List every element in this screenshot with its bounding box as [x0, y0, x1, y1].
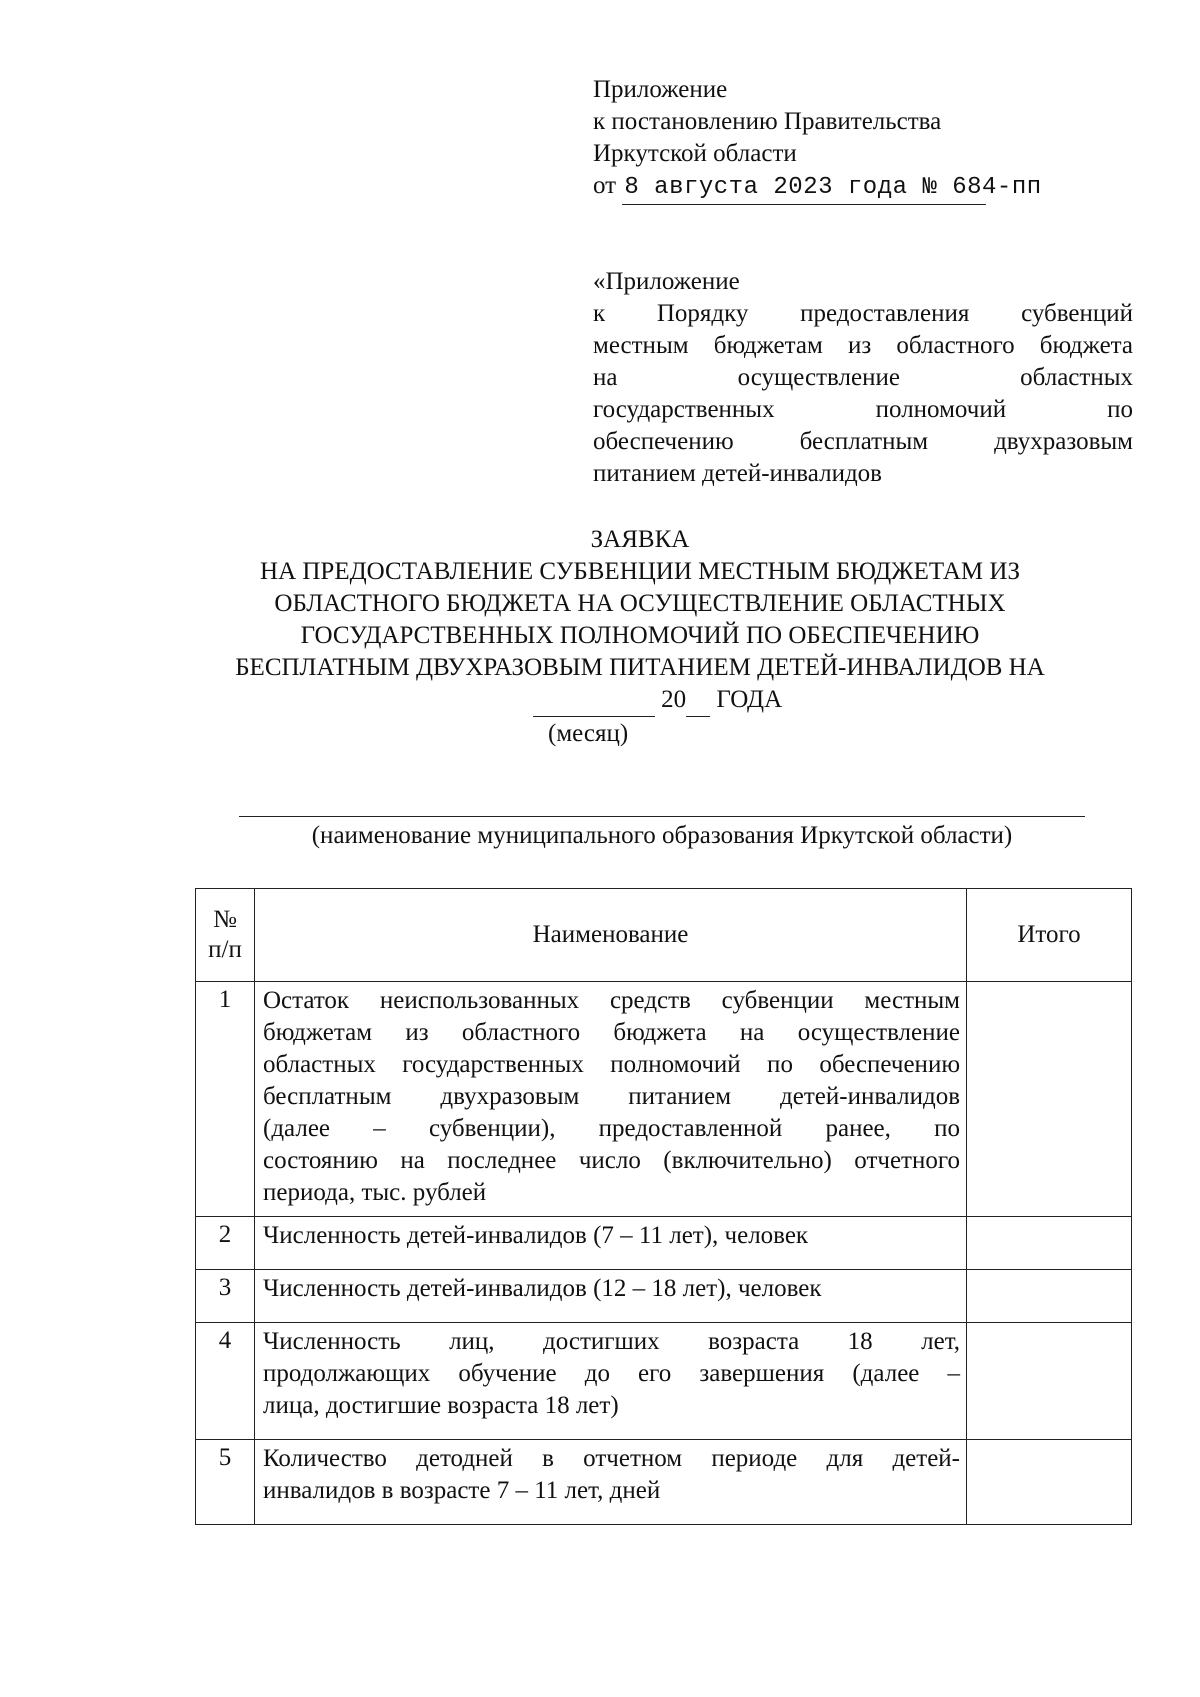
municipality-caption: (наименование муниципального образования Иркутской области): [311, 822, 1013, 849]
table-row: [196, 1440, 1132, 1525]
header-block: [593, 74, 1042, 205]
row-name-line: (далее – субвенции), предоставленной ранее, по: [263, 1115, 960, 1142]
title-line-2: НА ПРЕДОСТАВЛЕНИЕ СУБВЕНЦИИ МЕСТНЫМ БЮДЖЕТАМ ИЗ: [260, 558, 1020, 585]
year-blank: [686, 684, 710, 717]
table-row: [196, 1270, 1132, 1323]
title-line-1: ЗАЯВКА: [590, 526, 690, 553]
appendix-line-6: обеспечению бесплатным двухразовым: [593, 428, 1133, 455]
row-num: 3: [196, 1270, 255, 1323]
row-total: [967, 1440, 1132, 1525]
table-row: [196, 1323, 1132, 1440]
row-num: 4: [196, 1323, 255, 1440]
row-num: 2: [196, 1217, 255, 1270]
period-suffix: ГОДА: [716, 686, 783, 713]
row-total: [967, 1217, 1132, 1270]
row-total: [967, 1270, 1132, 1323]
row-name-line: Остаток неиспользованных средств субвенции местным: [263, 987, 960, 1014]
header-num: № п/п: [196, 889, 255, 982]
row-name: [255, 1217, 967, 1270]
row-name-line: Численность детей-инвалидов (7 – 11 лет), человек: [263, 1222, 809, 1249]
row-name-line: бесплатным двухразовым питанием детей-инвалидов: [263, 1083, 960, 1110]
month-blank: [533, 684, 655, 717]
row-name-line: Численность детей-инвалидов (12 – 18 лет), человек: [263, 1275, 822, 1302]
title-line-3: ОБЛАСТНОГО БЮДЖЕТА НА ОСУЩЕСТВЛЕНИЕ ОБЛАСТНЫХ: [274, 590, 1006, 617]
row-name-line: инвалидов в возрасте 7 – 11 лет, дней: [263, 1477, 661, 1504]
row-name-line: продолжающих обучение до его завершения (далее –: [263, 1360, 960, 1387]
appendix-line-7: питанием детей-инвалидов: [593, 460, 882, 487]
appendix-line-4: на осуществление областных: [593, 364, 1133, 391]
header-line-3: Иркутской области: [593, 140, 797, 167]
row-total: [967, 982, 1132, 1217]
title-period-line: [185, 684, 1130, 717]
header-date-line: [593, 170, 1042, 205]
row-name-line: бюджетам из областного бюджета на осуществление: [263, 1019, 960, 1046]
row-name: [255, 1323, 967, 1440]
row-num: 5: [196, 1440, 255, 1525]
row-name-line: лица, достигшие возраста 18 лет): [263, 1392, 619, 1419]
header-line-2: к постановлению Правительства: [593, 108, 942, 135]
row-name-line: областных государственных полномочий по обеспечению: [263, 1051, 960, 1078]
date-prefix: от: [593, 172, 617, 199]
resolution-date-number: 8 августа 2023 года № 684-пп: [622, 172, 986, 205]
row-name-line: состоянию на последнее число (включительно) отчетного: [263, 1147, 960, 1174]
appendix-block: [593, 266, 1133, 490]
title-line-5: БЕСПЛАТНЫМ ДВУХРАЗОВЫМ ПИТАНИЕМ ДЕТЕЙ-ИНВАЛИДОВ НА: [235, 654, 1045, 681]
row-name-line: Количество детодней в отчетном периоде для детей-: [263, 1445, 960, 1472]
header-total: Итого: [967, 889, 1132, 982]
appendix-line-3: местным бюджетам из областного бюджета: [593, 332, 1133, 359]
row-name: [255, 1440, 967, 1525]
row-name: [255, 982, 967, 1217]
title-line-4: ГОСУДАРСТВЕННЫХ ПОЛНОМОЧИЙ ПО ОБЕСПЕЧЕНИЮ: [300, 622, 980, 649]
appendix-line-2: к Порядку предоставления субвенций: [593, 300, 1133, 327]
month-caption: (месяц): [548, 720, 629, 747]
row-name-line: Численность лиц, достигших возраста 18 лет,: [263, 1328, 960, 1355]
row-name-line: периода, тыс. рублей: [263, 1179, 487, 1206]
appendix-line-5: государственных полномочий по: [593, 396, 1133, 423]
document-title: [150, 524, 1130, 717]
row-num: 1: [196, 982, 255, 1217]
row-total: [967, 1323, 1132, 1440]
table-row: [196, 982, 1132, 1217]
year-prefix: 20: [661, 686, 687, 713]
municipality-name-line: [239, 816, 1085, 817]
request-table: [195, 888, 1132, 1525]
row-name: [255, 1270, 967, 1323]
table-header-row: [196, 889, 1132, 982]
header-line-1: Приложение: [593, 76, 728, 103]
header-name: Наименование: [255, 889, 967, 982]
appendix-line-1: «Приложение: [593, 268, 740, 295]
table-row: [196, 1217, 1132, 1270]
